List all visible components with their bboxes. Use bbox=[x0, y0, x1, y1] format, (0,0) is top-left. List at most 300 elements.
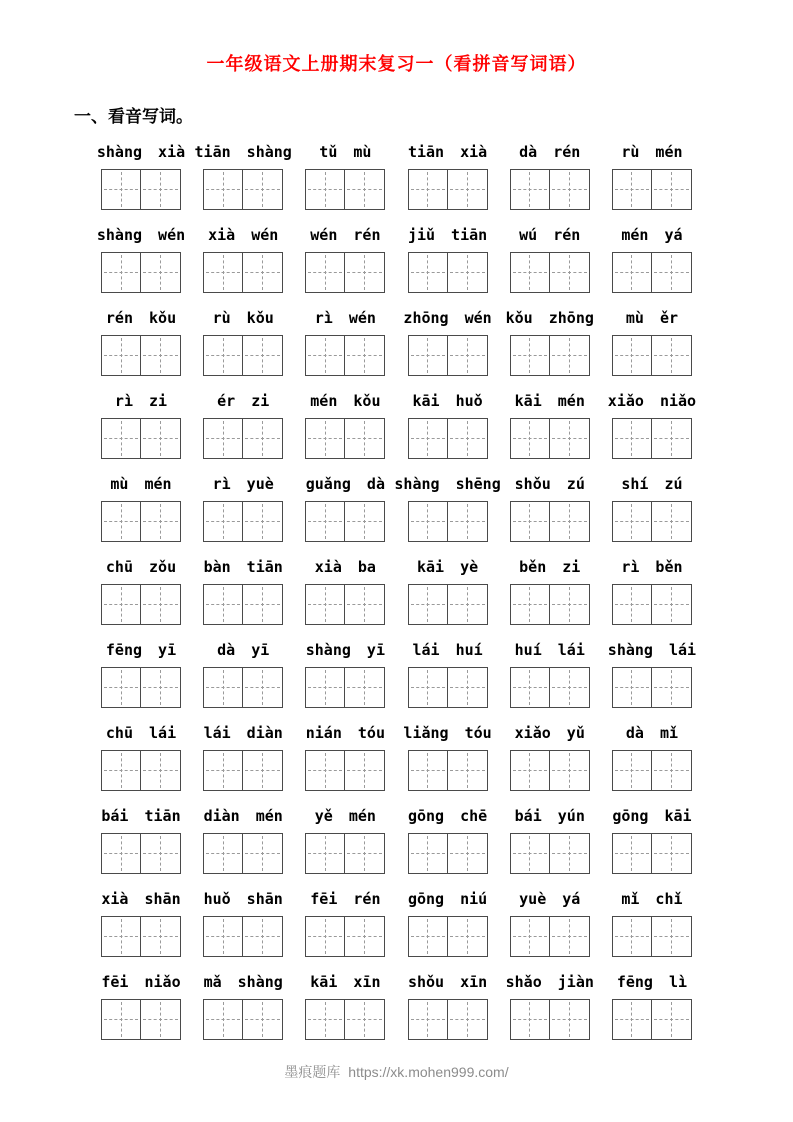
writing-grid-pair bbox=[305, 584, 385, 625]
pinyin-label: fēi niǎo bbox=[101, 973, 181, 991]
word-group bbox=[403, 724, 492, 791]
word-group bbox=[611, 558, 693, 625]
pinyin-label: kāi xīn bbox=[310, 973, 381, 991]
writing-grid-pair bbox=[101, 252, 181, 293]
tianzige-cell bbox=[345, 418, 385, 459]
writing-grid-pair bbox=[510, 252, 590, 293]
pinyin-label: dà rén bbox=[519, 143, 581, 161]
writing-grid-pair bbox=[408, 916, 488, 957]
word-group bbox=[509, 143, 591, 210]
pinyin-label: fēng lì bbox=[616, 973, 688, 991]
writing-grid-pair bbox=[612, 833, 692, 874]
writing-grid-pair bbox=[101, 750, 181, 791]
tianzige-cell bbox=[408, 667, 448, 708]
pinyin-label: mù ěr bbox=[625, 309, 679, 327]
writing-grid-pair bbox=[408, 584, 488, 625]
word-group bbox=[407, 890, 489, 957]
tianzige-cell bbox=[510, 833, 550, 874]
tianzige-cell bbox=[408, 418, 448, 459]
writing-grid-pair bbox=[203, 252, 283, 293]
pinyin-label: shàng wén bbox=[96, 226, 186, 244]
writing-grid-pair bbox=[612, 999, 692, 1040]
word-group bbox=[611, 724, 693, 791]
tianzige-cell bbox=[550, 501, 590, 542]
pinyin-label: bàn tiān bbox=[203, 558, 283, 576]
tianzige-cell bbox=[305, 750, 345, 791]
tianzige-cell bbox=[510, 584, 550, 625]
word-group bbox=[611, 890, 693, 957]
pinyin-label: wén rén bbox=[310, 226, 381, 244]
tianzige-cell bbox=[243, 916, 283, 957]
word-group bbox=[202, 309, 284, 376]
pinyin-label: kāi mén bbox=[514, 392, 585, 410]
tianzige-cell bbox=[550, 169, 590, 210]
word-group bbox=[509, 226, 591, 293]
pinyin-label: diàn mén bbox=[203, 807, 283, 825]
tianzige-cell bbox=[305, 584, 345, 625]
writing-grid-pair bbox=[510, 750, 590, 791]
writing-grid-pair bbox=[101, 169, 181, 210]
tianzige-cell bbox=[243, 667, 283, 708]
pinyin-label: lái huí bbox=[412, 641, 483, 659]
writing-grid-pair bbox=[101, 584, 181, 625]
tianzige-cell bbox=[101, 169, 141, 210]
writing-grid-pair bbox=[510, 833, 590, 874]
writing-grid-pair bbox=[203, 584, 283, 625]
tianzige-cell bbox=[305, 667, 345, 708]
pinyin-label: shàng yī bbox=[305, 641, 385, 659]
tianzige-cell bbox=[101, 584, 141, 625]
tianzige-cell bbox=[243, 418, 283, 459]
word-group bbox=[407, 226, 489, 293]
writing-grid-pair bbox=[510, 584, 590, 625]
word-group bbox=[304, 392, 386, 459]
tianzige-cell bbox=[510, 916, 550, 957]
word-group bbox=[100, 558, 182, 625]
tianzige-cell bbox=[141, 584, 181, 625]
page-footer bbox=[0, 1062, 793, 1082]
tianzige-cell bbox=[550, 916, 590, 957]
pinyin-label: jiǔ tiān bbox=[407, 226, 488, 244]
tianzige-cell bbox=[305, 916, 345, 957]
tianzige-cell bbox=[141, 335, 181, 376]
tianzige-cell bbox=[101, 501, 141, 542]
tianzige-cell bbox=[101, 418, 141, 459]
writing-grid-pair bbox=[203, 999, 283, 1040]
pinyin-label: rù mén bbox=[621, 143, 683, 161]
pinyin-label: yě mén bbox=[314, 807, 376, 825]
pinyin-label: shàng lái bbox=[607, 641, 697, 659]
word-group bbox=[509, 724, 591, 791]
worksheet-row bbox=[100, 973, 693, 1040]
tianzige-cell bbox=[243, 335, 283, 376]
writing-grid-pair bbox=[305, 833, 385, 874]
tianzige-cell bbox=[448, 418, 488, 459]
pinyin-label: rén kǒu bbox=[105, 309, 177, 327]
word-group bbox=[304, 890, 386, 957]
writing-grid-pair bbox=[408, 335, 488, 376]
pinyin-label: rì běn bbox=[621, 558, 683, 576]
tianzige-cell bbox=[203, 252, 243, 293]
tianzige-cell bbox=[612, 833, 652, 874]
word-group bbox=[394, 475, 501, 542]
word-group bbox=[407, 973, 489, 1040]
tianzige-cell bbox=[101, 252, 141, 293]
writing-grid-pair bbox=[408, 750, 488, 791]
pinyin-label: bái tiān bbox=[101, 807, 181, 825]
tianzige-cell bbox=[652, 584, 692, 625]
tianzige-cell bbox=[408, 252, 448, 293]
worksheet-row bbox=[100, 724, 693, 791]
tianzige-cell bbox=[652, 916, 692, 957]
tianzige-cell bbox=[408, 169, 448, 210]
tianzige-cell bbox=[141, 750, 181, 791]
tianzige-cell bbox=[652, 169, 692, 210]
writing-grid-pair bbox=[510, 418, 590, 459]
word-group bbox=[611, 226, 693, 293]
writing-grid-pair bbox=[305, 750, 385, 791]
writing-grid-pair bbox=[612, 169, 692, 210]
word-group bbox=[304, 475, 386, 542]
word-group bbox=[611, 309, 693, 376]
word-group bbox=[607, 641, 697, 708]
writing-grid-pair bbox=[510, 501, 590, 542]
tianzige-cell bbox=[652, 750, 692, 791]
pinyin-label: shǒu zú bbox=[514, 475, 585, 493]
tianzige-cell bbox=[141, 252, 181, 293]
section-heading: 一、看音写词。 bbox=[74, 107, 193, 126]
writing-grid-pair bbox=[408, 833, 488, 874]
page-title: 一年级语文上册期末复习一（看拼音写词语） bbox=[206, 54, 587, 74]
tianzige-cell bbox=[345, 833, 385, 874]
tianzige-cell bbox=[612, 169, 652, 210]
tianzige-cell bbox=[243, 169, 283, 210]
tianzige-cell bbox=[141, 501, 181, 542]
writing-grid-pair bbox=[101, 999, 181, 1040]
word-group bbox=[304, 973, 386, 1040]
pinyin-label: běn zi bbox=[519, 558, 581, 576]
word-group bbox=[304, 724, 386, 791]
pinyin-label: xià wén bbox=[208, 226, 279, 244]
word-group bbox=[202, 558, 284, 625]
word-group bbox=[403, 309, 492, 376]
tianzige-cell bbox=[203, 750, 243, 791]
tianzige-cell bbox=[408, 833, 448, 874]
pinyin-label: yuè yá bbox=[519, 890, 581, 908]
writing-grid-pair bbox=[101, 501, 181, 542]
tianzige-cell bbox=[203, 833, 243, 874]
word-group bbox=[202, 475, 284, 542]
tianzige-cell bbox=[510, 169, 550, 210]
pinyin-label: fēng yī bbox=[105, 641, 177, 659]
writing-grid-pair bbox=[305, 252, 385, 293]
word-group bbox=[202, 392, 284, 459]
tianzige-cell bbox=[448, 750, 488, 791]
writing-grid-pair bbox=[101, 335, 181, 376]
pinyin-label: rì zi bbox=[114, 392, 168, 410]
pinyin-label: kǒu zhōng bbox=[505, 309, 594, 327]
tianzige-cell bbox=[510, 750, 550, 791]
writing-grid-pair bbox=[101, 833, 181, 874]
word-group bbox=[100, 475, 182, 542]
tianzige-cell bbox=[448, 916, 488, 957]
word-group bbox=[509, 641, 591, 708]
tianzige-cell bbox=[550, 584, 590, 625]
pinyin-label: xià shān bbox=[101, 890, 181, 908]
tianzige-cell bbox=[141, 916, 181, 957]
pinyin-label: mù mén bbox=[110, 475, 172, 493]
tianzige-cell bbox=[612, 252, 652, 293]
word-group bbox=[202, 226, 284, 293]
tianzige-cell bbox=[612, 999, 652, 1040]
writing-grid-pair bbox=[305, 667, 385, 708]
writing-grid-pair bbox=[612, 418, 692, 459]
pinyin-label: shàng xià bbox=[96, 143, 186, 161]
writing-grid-pair bbox=[408, 501, 488, 542]
pinyin-label: gōng niú bbox=[407, 890, 488, 908]
tianzige-cell bbox=[652, 418, 692, 459]
writing-grid-pair bbox=[612, 916, 692, 957]
writing-grid-pair bbox=[203, 418, 283, 459]
pinyin-label: dà yī bbox=[217, 641, 270, 659]
pinyin-label: guǎng dà bbox=[305, 475, 385, 493]
tianzige-cell bbox=[408, 335, 448, 376]
tianzige-cell bbox=[101, 335, 141, 376]
pinyin-label: rì wén bbox=[314, 309, 376, 327]
tianzige-cell bbox=[408, 916, 448, 957]
writing-grid-pair bbox=[305, 418, 385, 459]
pinyin-label: chū lái bbox=[105, 724, 177, 742]
word-group bbox=[407, 807, 489, 874]
tianzige-cell bbox=[345, 501, 385, 542]
tianzige-cell bbox=[345, 584, 385, 625]
tianzige-cell bbox=[448, 252, 488, 293]
tianzige-cell bbox=[243, 584, 283, 625]
tianzige-cell bbox=[612, 335, 652, 376]
tianzige-cell bbox=[345, 916, 385, 957]
writing-grid-pair bbox=[305, 501, 385, 542]
word-group bbox=[100, 724, 182, 791]
worksheet-row bbox=[100, 309, 693, 376]
tianzige-cell bbox=[448, 999, 488, 1040]
worksheet-row bbox=[96, 226, 693, 293]
tianzige-cell bbox=[243, 501, 283, 542]
worksheet-row bbox=[100, 392, 697, 459]
tianzige-cell bbox=[550, 750, 590, 791]
word-group bbox=[607, 392, 697, 459]
pinyin-label: mén kǒu bbox=[310, 392, 381, 410]
tianzige-cell bbox=[612, 667, 652, 708]
pinyin-label: kāi yè bbox=[416, 558, 479, 576]
writing-grid-pair bbox=[203, 335, 283, 376]
worksheet-row bbox=[100, 558, 693, 625]
tianzige-cell bbox=[448, 584, 488, 625]
tianzige-cell bbox=[141, 169, 181, 210]
tianzige-cell bbox=[510, 335, 550, 376]
tianzige-cell bbox=[408, 999, 448, 1040]
pinyin-label: rì yuè bbox=[212, 475, 274, 493]
pinyin-label: xiǎo niǎo bbox=[607, 392, 697, 410]
tianzige-cell bbox=[305, 501, 345, 542]
writing-grid-pair bbox=[510, 667, 590, 708]
pinyin-label: tiān xià bbox=[407, 143, 488, 161]
writing-grid-pair bbox=[510, 335, 590, 376]
word-group bbox=[304, 641, 386, 708]
tianzige-cell bbox=[612, 584, 652, 625]
writing-grid-pair bbox=[203, 833, 283, 874]
pinyin-label: kāi huǒ bbox=[412, 392, 483, 410]
word-group bbox=[100, 890, 182, 957]
word-group bbox=[611, 475, 693, 542]
word-group bbox=[509, 392, 591, 459]
tianzige-cell bbox=[550, 833, 590, 874]
writing-grid-pair bbox=[612, 667, 692, 708]
tianzige-cell bbox=[652, 335, 692, 376]
word-group bbox=[202, 973, 284, 1040]
word-group bbox=[509, 807, 591, 874]
tianzige-cell bbox=[141, 418, 181, 459]
word-group bbox=[96, 226, 186, 293]
tianzige-cell bbox=[203, 667, 243, 708]
word-group bbox=[100, 309, 182, 376]
worksheet-row bbox=[100, 807, 693, 874]
pinyin-label: mǐ chǐ bbox=[621, 890, 683, 908]
writing-grid-pair bbox=[408, 418, 488, 459]
tianzige-cell bbox=[203, 169, 243, 210]
tianzige-cell bbox=[408, 584, 448, 625]
tianzige-cell bbox=[550, 252, 590, 293]
pinyin-label: wú rén bbox=[519, 226, 581, 244]
tianzige-cell bbox=[550, 418, 590, 459]
tianzige-cell bbox=[101, 667, 141, 708]
pinyin-label: shàng shēng bbox=[394, 475, 501, 493]
pinyin-label: lái diàn bbox=[203, 724, 283, 742]
tianzige-cell bbox=[345, 750, 385, 791]
pinyin-label: shǒu xīn bbox=[407, 973, 488, 991]
writing-grid-pair bbox=[203, 750, 283, 791]
pinyin-label: huǒ shān bbox=[203, 890, 283, 908]
tianzige-cell bbox=[448, 501, 488, 542]
tianzige-cell bbox=[550, 335, 590, 376]
pinyin-label: gōng chē bbox=[407, 807, 488, 825]
tianzige-cell bbox=[203, 584, 243, 625]
word-group bbox=[611, 807, 693, 874]
tianzige-cell bbox=[345, 169, 385, 210]
pinyin-label: rù kǒu bbox=[212, 309, 274, 327]
tianzige-cell bbox=[243, 833, 283, 874]
footer-site-label: 墨痕题库 bbox=[284, 1064, 341, 1080]
word-group bbox=[611, 143, 693, 210]
word-group bbox=[304, 807, 386, 874]
word-group bbox=[407, 143, 489, 210]
writing-grid-pair bbox=[305, 916, 385, 957]
tianzige-cell bbox=[243, 999, 283, 1040]
tianzige-cell bbox=[203, 501, 243, 542]
writing-grid-pair bbox=[408, 169, 488, 210]
tianzige-cell bbox=[305, 833, 345, 874]
tianzige-cell bbox=[510, 501, 550, 542]
writing-grid-pair bbox=[101, 916, 181, 957]
pinyin-label: chū zǒu bbox=[105, 558, 177, 576]
pinyin-label: zhōng wén bbox=[403, 309, 492, 327]
tianzige-cell bbox=[203, 335, 243, 376]
word-group bbox=[505, 309, 594, 376]
pinyin-label: xiǎo yǔ bbox=[514, 724, 585, 742]
pinyin-label: tǔ mù bbox=[319, 143, 372, 161]
writing-grid-pair bbox=[510, 916, 590, 957]
tianzige-cell bbox=[101, 999, 141, 1040]
tianzige-cell bbox=[448, 335, 488, 376]
tianzige-cell bbox=[243, 252, 283, 293]
tianzige-cell bbox=[612, 750, 652, 791]
tianzige-cell bbox=[345, 667, 385, 708]
worksheet-row bbox=[100, 475, 693, 542]
tianzige-cell bbox=[510, 667, 550, 708]
word-group bbox=[304, 309, 386, 376]
worksheet-row bbox=[100, 890, 693, 957]
pinyin-label: nián tóu bbox=[305, 724, 385, 742]
word-group bbox=[407, 641, 489, 708]
word-group bbox=[202, 724, 284, 791]
writing-grid-pair bbox=[203, 169, 283, 210]
word-group bbox=[509, 558, 591, 625]
tianzige-cell bbox=[305, 252, 345, 293]
word-group bbox=[304, 226, 386, 293]
tianzige-cell bbox=[550, 667, 590, 708]
word-group bbox=[202, 807, 284, 874]
tianzige-cell bbox=[305, 169, 345, 210]
word-group bbox=[194, 143, 292, 210]
writing-grid-pair bbox=[101, 667, 181, 708]
tianzige-cell bbox=[510, 999, 550, 1040]
tianzige-cell bbox=[652, 667, 692, 708]
tianzige-cell bbox=[612, 501, 652, 542]
tianzige-cell bbox=[652, 833, 692, 874]
tianzige-cell bbox=[243, 750, 283, 791]
writing-grid-pair bbox=[203, 916, 283, 957]
writing-grid-pair bbox=[305, 169, 385, 210]
pinyin-label: gōng kāi bbox=[612, 807, 692, 825]
writing-grid-pair bbox=[612, 335, 692, 376]
pinyin-label: dà mǐ bbox=[625, 724, 679, 742]
tianzige-cell bbox=[305, 418, 345, 459]
pinyin-label: ér zi bbox=[217, 392, 270, 410]
tianzige-cell bbox=[652, 252, 692, 293]
word-group bbox=[407, 392, 489, 459]
worksheet-row bbox=[100, 641, 697, 708]
tianzige-cell bbox=[448, 833, 488, 874]
pinyin-label: mǎ shàng bbox=[203, 973, 283, 991]
tianzige-cell bbox=[612, 916, 652, 957]
writing-grid-pair bbox=[612, 252, 692, 293]
pinyin-label: bái yún bbox=[514, 807, 585, 825]
tianzige-cell bbox=[408, 501, 448, 542]
worksheet-rows bbox=[96, 143, 697, 1040]
writing-grid-pair bbox=[612, 501, 692, 542]
tianzige-cell bbox=[408, 750, 448, 791]
writing-grid-pair bbox=[101, 418, 181, 459]
tianzige-cell bbox=[305, 999, 345, 1040]
word-group bbox=[202, 641, 284, 708]
tianzige-cell bbox=[510, 252, 550, 293]
pinyin-label: shí zú bbox=[621, 475, 683, 493]
tianzige-cell bbox=[141, 667, 181, 708]
tianzige-cell bbox=[652, 999, 692, 1040]
word-group bbox=[509, 475, 591, 542]
word-group bbox=[100, 641, 182, 708]
pinyin-label: tiān shàng bbox=[194, 143, 292, 161]
tianzige-cell bbox=[141, 833, 181, 874]
